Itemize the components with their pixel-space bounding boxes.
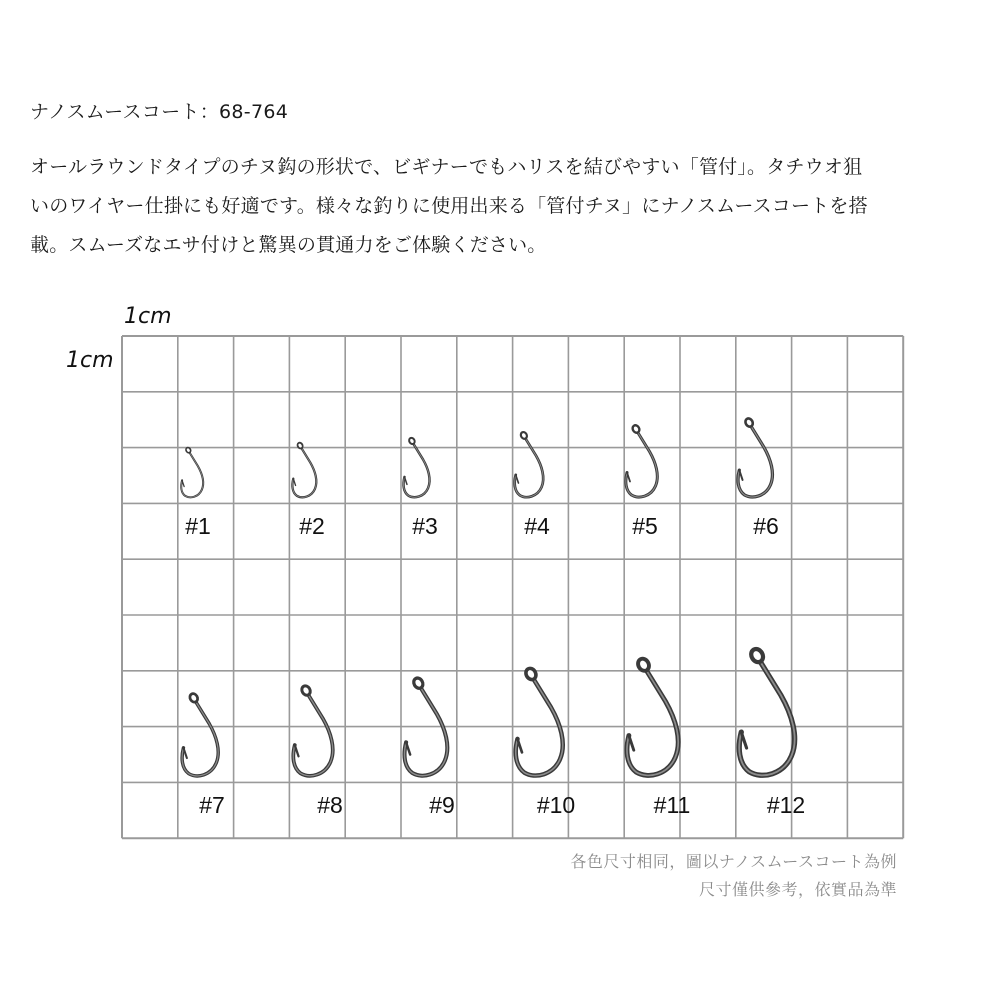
hook-label: #7 — [199, 792, 225, 818]
hook-eye — [524, 667, 538, 682]
hook-highlight — [292, 448, 316, 497]
size-note: 各色尺寸相同，圖以ナノスムースコート為例 — [570, 852, 897, 871]
hook-highlight — [404, 443, 430, 497]
hook-2 — [292, 442, 316, 497]
hook-10 — [516, 667, 563, 776]
description-line: オールラウンドタイプのチヌ鈎の形状で、ビギナーでもハリスを結びやすい「管付」。タチウオ狙 — [30, 156, 863, 178]
hook-label: #9 — [429, 792, 455, 818]
description-line: 載。スムーズなエサ付けと驚異の貫通力をご体験ください。 — [30, 234, 547, 256]
reference-note: 尺寸僅供參考，依實品為準 — [698, 880, 897, 899]
product-title: ナノスムースコート：68-764 — [30, 101, 289, 123]
hook-eye — [744, 417, 754, 428]
hook-label: #12 — [766, 792, 806, 818]
hook-label: #2 — [299, 513, 325, 539]
hook-highlight — [404, 687, 447, 775]
hook-shank — [627, 670, 678, 776]
hook-shank — [738, 426, 772, 497]
hook-eye — [188, 692, 199, 703]
hook-eye — [300, 684, 312, 696]
hook-shank — [739, 661, 794, 775]
hook-shank — [181, 452, 203, 497]
hook-5 — [626, 424, 657, 497]
hook-3 — [404, 437, 430, 497]
hooks — [181, 417, 794, 776]
hook-shank — [182, 701, 218, 776]
hook-label: #11 — [653, 792, 691, 818]
hook-shank — [292, 448, 316, 497]
hook-label: #1 — [185, 513, 211, 539]
hook-shank — [626, 432, 657, 497]
hook-11 — [627, 657, 678, 776]
scale-label-horizontal: 1cm — [124, 304, 172, 329]
hook-label: #6 — [753, 513, 779, 539]
hook-8 — [293, 684, 332, 775]
hook-eye — [631, 424, 640, 434]
hook-label: #5 — [632, 513, 658, 539]
hook-6 — [738, 417, 772, 497]
hook-1 — [181, 447, 203, 498]
hook-highlight — [626, 432, 657, 497]
hook-eye — [520, 431, 528, 440]
description-line: いのワイヤー仕掛にも好適です。様々な釣りに使用出来る「管付チヌ」にナノスムースコートを搭 — [30, 195, 868, 217]
hook-shank — [404, 687, 447, 775]
hook-4 — [515, 431, 544, 497]
hook-highlight — [738, 426, 772, 497]
hook-eye — [408, 437, 416, 445]
hook-label: #3 — [412, 513, 438, 539]
hook-7 — [182, 692, 218, 776]
hook-highlight — [182, 701, 218, 776]
hook-highlight — [181, 452, 203, 497]
scale-label-vertical: 1cm — [66, 348, 114, 373]
hook-label: #8 — [317, 792, 343, 818]
hook-shank — [404, 443, 430, 497]
hook-12 — [739, 647, 794, 775]
hook-highlight — [739, 661, 794, 775]
hook-label: #10 — [536, 792, 576, 818]
hook-label: #4 — [524, 513, 550, 539]
hook-highlight — [293, 694, 332, 775]
hook-eye — [749, 647, 765, 664]
hook-eye — [412, 676, 425, 689]
hook-shank — [293, 694, 332, 775]
hook-highlight — [627, 670, 678, 776]
